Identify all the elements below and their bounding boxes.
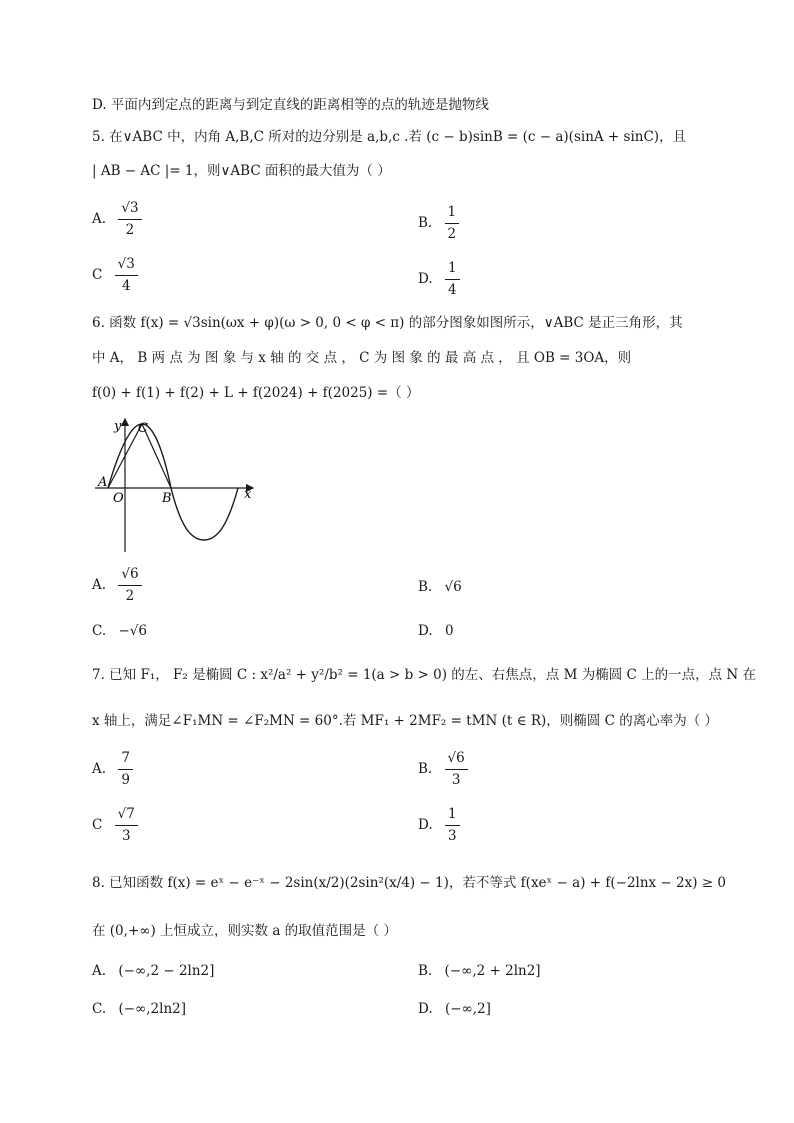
q7-option-d[interactable] — [418, 806, 460, 845]
fraction: $\frac{√6}{2}$ — [118, 566, 141, 605]
origin-label: O — [113, 491, 124, 506]
fraction: $\frac{√3}{4}$ — [115, 256, 138, 295]
q6-option-a[interactable] — [92, 566, 142, 605]
option-letter: D. — [418, 271, 433, 287]
q8-stem-line2: 在 (0,+∞) 上恒成立，则实数 a 的取值范围是（ ） — [92, 923, 397, 939]
sine-curve — [108, 424, 238, 540]
option-letter: B. — [418, 579, 433, 595]
q6-stem-line3: f(0) + f(1) + f(2) + L + f(2024) + f(2025) =（ ） — [92, 385, 420, 401]
q5-stem-line1: 5. 在∨ABC 中，内角 A,B,C 所对的边分别是 a,b,c .若 (c − b)sinB = (c − a)(sinA + sinC)，且 — [92, 129, 687, 145]
q5-stem-line2: | AB − AC |= 1，则∨ABC 面积的最大值为（ ） — [92, 163, 391, 179]
point-b-label: B — [162, 491, 172, 506]
x-axis-label: x — [244, 487, 252, 502]
fraction: $\frac{1}{3}$ — [445, 806, 460, 845]
q6-stem-line1: 6. 函数 f(x) = √3sin(ωx + φ)(ω > 0, 0 < φ < π) 的部分图象如图所示，∨ABC 是正三角形，其 — [92, 315, 683, 331]
option-letter: C — [92, 267, 103, 283]
q6-stem-line2: 中 A， B 两 点 为 图 象 与 x 轴 的 交 点 ， C 为 图 象 的 最 高 点 ， 且 OB = 3OA，则 — [92, 350, 632, 366]
q7-option-a[interactable] — [92, 750, 133, 789]
option-value: (−∞,2ln2] — [118, 1001, 187, 1017]
q8-stem-line1: 8. 已知函数 f(x) = eˣ − e⁻ˣ − 2sin(x/2)(2sin²(x/4) − 1)，若不等式 f(xeˣ − a) + f(−2lnx − 2x) ≥ 0 — [92, 875, 727, 891]
option-value: (−∞,2 − 2ln2] — [118, 963, 215, 979]
q7-stem-line1: 7. 已知 F₁， F₂ 是椭圆 C : x²/a² + y²/b² = 1(a > b > 0) 的左、右焦点，点 M 为椭圆 C 上的一点，点 N 在 — [92, 667, 757, 683]
q7-option-b[interactable] — [418, 750, 468, 789]
fraction: $\frac{√7}{3}$ — [115, 806, 138, 845]
option-value: (−∞,2] — [444, 1001, 491, 1017]
q7-option-c[interactable] — [92, 806, 138, 845]
option-letter: D. — [418, 623, 433, 639]
option-letter: A. — [92, 577, 107, 593]
option-letter: A. — [92, 211, 107, 227]
q6-option-d[interactable] — [418, 622, 454, 640]
option-letter: D. — [418, 1001, 433, 1017]
option-value: (−∞,2 + 2ln2] — [444, 963, 541, 979]
option-letter: C. — [92, 623, 107, 639]
option-value: √6 — [444, 579, 462, 595]
q4-option-d: D. 平面内到定点的距离与到定直线的距离相等的点的轨迹是抛物线 — [92, 97, 489, 113]
option-letter: C — [92, 817, 103, 833]
option-letter: A. — [92, 761, 107, 777]
q6-option-b[interactable] — [418, 578, 462, 596]
option-letter: C. — [92, 1001, 107, 1017]
fraction: $\frac{1}{2}$ — [445, 204, 460, 243]
q7-stem-line2: x 轴上，满足∠F₁MN = ∠F₂MN = 60°.若 MF₁ + 2MF₂ = tMN (t ∈ R)，则椭圆 C 的离心率为（ ） — [92, 713, 718, 729]
option-letter: D. — [418, 817, 433, 833]
option-letter: B. — [418, 761, 433, 777]
fraction: $\frac{7}{9}$ — [118, 750, 133, 789]
q8-option-b[interactable] — [418, 962, 541, 980]
q5-option-c[interactable] — [92, 256, 138, 295]
fraction: $\frac{1}{4}$ — [445, 260, 460, 299]
option-letter: B. — [418, 215, 433, 231]
q8-option-a[interactable] — [92, 962, 214, 980]
point-a-label: A — [98, 475, 108, 490]
sine-graph — [90, 414, 260, 559]
fraction: $\frac{√6}{3}$ — [445, 750, 468, 789]
option-letter: B. — [418, 963, 433, 979]
fraction: $\frac{√3}{2}$ — [118, 200, 141, 239]
q8-option-c[interactable] — [92, 1000, 186, 1018]
q5-option-b[interactable] — [418, 204, 459, 243]
q5-option-a[interactable] — [92, 200, 142, 239]
q8-option-d[interactable] — [418, 1000, 491, 1018]
y-axis-label: y — [114, 419, 122, 434]
q5-option-d[interactable] — [418, 260, 460, 299]
q6-option-c[interactable] — [92, 622, 147, 640]
point-c-label: C — [138, 421, 148, 436]
option-letter: A. — [92, 963, 107, 979]
option-value: −√6 — [118, 623, 147, 639]
option-value: 0 — [444, 623, 454, 639]
